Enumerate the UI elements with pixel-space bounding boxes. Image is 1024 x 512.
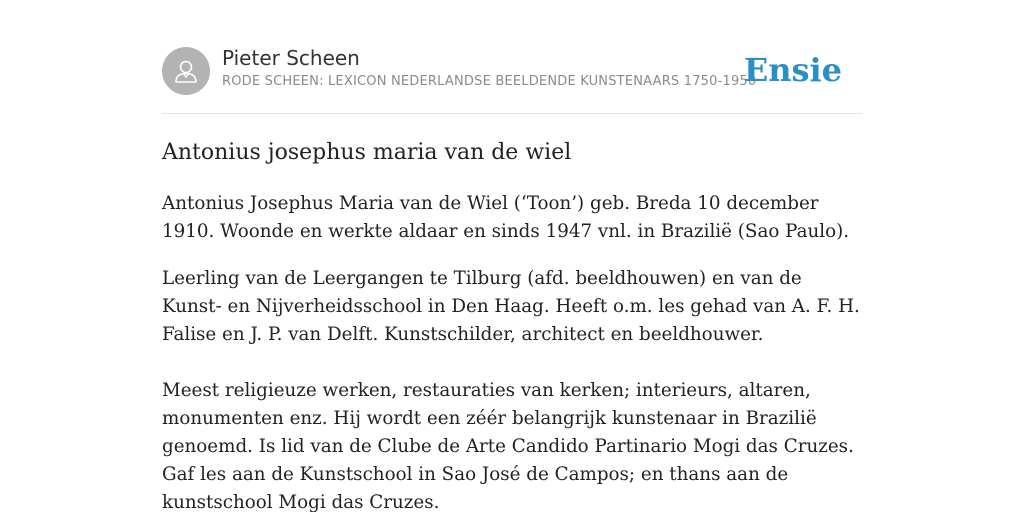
source-label[interactable]: RODE SCHEEN: LEXICON NEDERLANDSE BEELDENDE KUNSTENAARS 1750-1950 [222, 74, 757, 89]
paragraph: Antonius Josephus Maria van de Wiel (‘Toon’) geb. Breda 10 december 1910. Woonde en werkte aldaar en sinds 1947 vnl. in Brazilië (Sao Paulo). [162, 193, 850, 242]
brand-logo[interactable]: Ensie [743, 51, 842, 89]
article-title: Antonius josephus maria van de wiel [162, 140, 572, 165]
paragraph: Meest religieuze werken, restauraties van kerken; interieurs, altaren, monumenten enz. Hij wordt een zéér belangrijk kunstenaar in Brazilië genoemd. Is lid van de Clube de Arte Candido Partinario Mogi das Cruzes. Gaf les aan de Kunstschool in Sao José de Campos; en thans aan de kunstschool Mogi das Cruzes. [162, 380, 854, 512]
avatar[interactable] [162, 47, 210, 95]
divider [162, 113, 862, 114]
article-header [162, 46, 862, 96]
user-icon [171, 56, 201, 86]
article-body [162, 190, 862, 512]
author-name[interactable]: Pieter Scheen [222, 46, 360, 70]
paragraph: Leerling van de Leergangen te Tilburg (afd. beeldhouwen) en van de Kunst- en Nijverheidsschool in Den Haag. Heeft o.m. les gehad van A. F. H. Falise en J. P. van Delft. Kunstschilder, architect en beeldhouwer. [162, 268, 860, 345]
